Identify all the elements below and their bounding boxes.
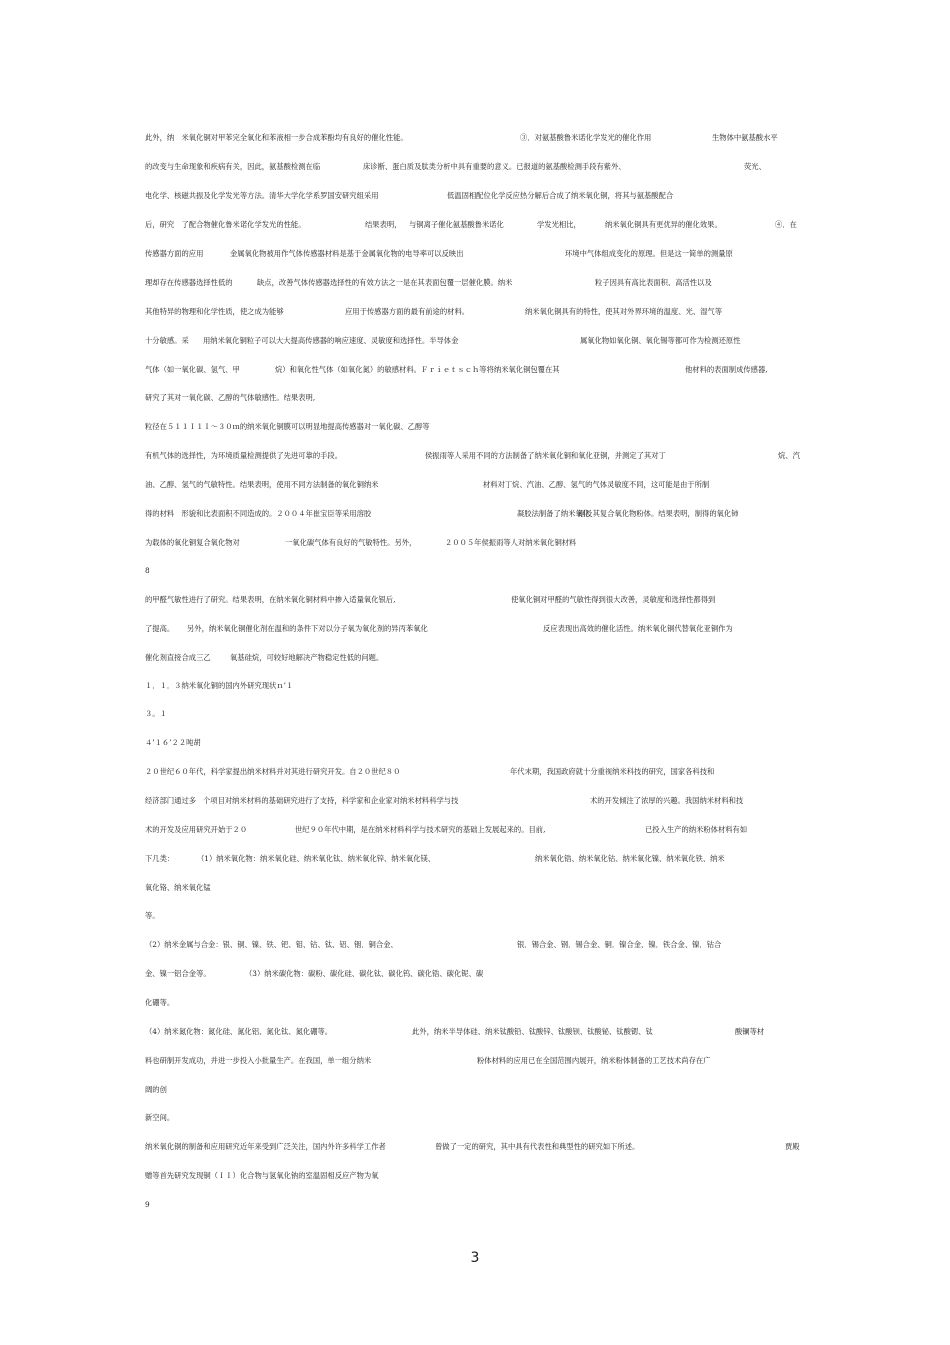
text-segment: 氧基硅烷，可较好地解决产物稳定性低的问题。 xyxy=(230,653,384,662)
text-segment: ③．对氨基酸鲁米诺化学发光的催化作用 xyxy=(520,133,652,142)
text-segment: 一氧化碳气体有良好的气敏特性。另外， xyxy=(285,538,417,547)
text-segment: 传感器方面的应用 xyxy=(145,249,204,258)
text-line xyxy=(145,764,810,780)
text-line xyxy=(145,1053,810,1069)
text-line xyxy=(145,390,810,406)
text-segment: 金属氧化物被用作气体传感器材料是基于金属氧化物的电导率可以反映出 xyxy=(230,249,464,258)
text-segment: 材料对丁烷、汽油、乙醇、氢气的气体灵敏度不同，这可能是由于所制 xyxy=(483,480,710,489)
text-segment: 粉体材料的应用已在全国范围内展开，纳米粉体制备的工艺技术尚存在广 xyxy=(477,1056,711,1065)
text-segment: 研究了其对一氧化碳、乙醇的气体敏感性。结果表明, xyxy=(145,393,316,402)
text-segment: 缺点，改善气体传感器选择性的有效方法之一是在其表面包覆一层催化膜。纳米 xyxy=(257,278,513,287)
text-segment: 反应表现出高效的催化活性。纳米氧化铜代替氧化亚铜作为 xyxy=(543,624,733,633)
text-segment: 气体（如一氧化碳、氢气、甲 xyxy=(145,365,240,374)
text-line xyxy=(145,217,810,233)
text-line xyxy=(145,995,810,1011)
text-segment: 赠等首先研究发现铜（ＩＩ）化合物与氢氧化钠的室温固相反应产物为氧 xyxy=(145,1171,379,1180)
text-line xyxy=(145,1168,810,1184)
text-segment: 应用于传感器方面的最有前途的材料。 xyxy=(345,307,470,316)
text-segment: 侯振雨等人采用不同的方法制备了纳米氧化铜和氧化亚铜，并测定了其对丁 xyxy=(425,451,666,460)
text-segment: 等。 xyxy=(145,911,160,920)
text-line xyxy=(145,188,810,204)
text-segment: 结果表明， xyxy=(365,220,402,229)
text-segment: 另外，纳米氧化铜催化剂在温和的条件下对以分子氧为氧化剂的异丙苯氧化 xyxy=(187,624,428,633)
text-segment: 电化学、核磁共振及化学发光等方法。清华大学化学系罗国安研究组采用 xyxy=(145,191,379,200)
text-segment: 十分敏感。采 xyxy=(145,336,189,345)
text-segment: 后，研究 了配合物催化鲁米诺化学发光的性能。 xyxy=(145,220,306,229)
text-line xyxy=(145,793,810,809)
text-segment: 为载体的氧化铜复合氧化物对 xyxy=(145,538,240,547)
text-segment: ２００５年侯振雨等人对纳米氧化铜材料 xyxy=(445,538,577,547)
text-segment: 的甲醛气敏性进行了研究。结果表明，在纳米氧化铜材料中掺入适量氧化银后, xyxy=(145,595,396,604)
text-segment: （2）纳米金属与合金：银、铜、镍、铁、钯、钼、钴、钛、铝、铟．铜合金、 xyxy=(145,940,398,949)
text-line xyxy=(145,880,810,896)
text-line xyxy=(145,1082,810,1098)
text-segment: ４’１６’２２吨胡 xyxy=(145,738,201,747)
text-segment: 8 xyxy=(145,566,150,575)
text-segment: ２０世纪６０年代，科学家提出纳米材料并对其进行研究开发。自２０世纪８０ xyxy=(145,767,401,776)
text-segment: 属氧化物如氧化铜、氧化锡等都可作为检测还原性 xyxy=(580,336,741,345)
text-segment: 下几类： xyxy=(145,854,175,863)
text-segment: 环境中气体组成变化的原理。但是这一简单的测量原 xyxy=(565,249,733,258)
text-line xyxy=(145,621,810,637)
text-line xyxy=(145,592,810,608)
text-line xyxy=(145,1197,810,1213)
text-segment: 贾殿 xyxy=(785,1142,800,1151)
text-segment: 其他特异的物理和化学性质，使之成为能够 xyxy=(145,307,284,316)
text-line xyxy=(145,1139,810,1155)
text-segment: 粒径在５１１Ｉ１Ｉ～３０ｍ的纳米氧化铜膜可以明显地提高传感器对一氧化碳、乙醇等 xyxy=(145,422,430,431)
text-segment: 荧光、 xyxy=(744,162,766,171)
text-segment: 年代末期，我国政府就十分重视纳米科技的研究，国家各科技和 xyxy=(510,767,715,776)
text-segment: 床诊断、蛋白质及肽类分析中具有重要的意义。已报道的氨基酸检测手段有紫外、 xyxy=(363,162,626,171)
text-line xyxy=(145,159,810,175)
text-segment: 术的开发倾注了浓厚的兴趣。我国纳米材料和技 xyxy=(590,796,744,805)
text-segment: 学发光相比， xyxy=(537,220,581,229)
text-segment: 了提高。 xyxy=(145,624,175,633)
text-segment: 有机气体的选择性，为环境质量检测提供了先进可靠的手段。 xyxy=(145,451,343,460)
text-line xyxy=(145,506,810,522)
page-number: 3 xyxy=(470,1250,480,1266)
text-line xyxy=(145,419,810,435)
text-segment: 化硼等。 xyxy=(145,998,175,1007)
text-line xyxy=(145,822,810,838)
text-segment: 用纳米氧化铜粒子可以大大提高传感器的响应速度、灵敏度和选择性。半导体金 xyxy=(203,336,459,345)
text-line xyxy=(145,678,810,694)
text-segment: 催化剂直接合成三乙 xyxy=(145,653,211,662)
text-segment: ④．在 xyxy=(775,220,797,229)
text-segment: 料也研制开发成功，并进一步投入小批量生产。在我国，单一组分纳米 xyxy=(145,1056,372,1065)
text-segment: 曾做了一定的研究，其中具有代表性和典型性的研究如下所述。 xyxy=(435,1142,640,1151)
text-segment: 生物体中氨基酸水平 xyxy=(712,133,778,142)
text-line xyxy=(145,448,810,464)
text-segment: 纳米氧化铜具有的特性，使其对外界环境的温度、光、湿气等 xyxy=(525,307,723,316)
text-line xyxy=(145,1024,810,1040)
text-segment: 已投入生产的纳米粉体材料有如 xyxy=(645,825,748,834)
text-segment: 他材料的表面制成传感器, xyxy=(685,365,768,374)
text-segment: 的改变与生命现象和疾病有关，因此，氨基酸检测在临 xyxy=(145,162,321,171)
text-line xyxy=(145,937,810,953)
text-segment: 使氧化铜对甲醛的气敏性得到很大改善，灵敏度和选择性都得到 xyxy=(511,595,716,604)
text-line xyxy=(145,563,810,579)
text-line xyxy=(145,1110,810,1126)
text-line xyxy=(145,304,810,320)
text-segment: 铜及其复合氧化物粉体。结果表明，制得的氧化铈 xyxy=(578,509,739,518)
text-segment: 纳米氧化锆、纳米氧化钴、纳米氧化镍、纳米氧化铁、纳米 xyxy=(535,854,725,863)
text-line xyxy=(145,706,810,722)
text-line xyxy=(145,650,810,666)
text-segment: 粒子因具有高比表面积、高活性以及 xyxy=(595,278,712,287)
text-line xyxy=(145,908,810,924)
text-line xyxy=(145,246,810,262)
text-segment: 纳米氧化铜具有更优异的催化效果。 xyxy=(605,220,722,229)
text-segment: 纳米氧化铜的制备和应用研究近年来受到广泛关注，国内外许多科学工作者 xyxy=(145,1142,386,1151)
text-segment: 烷、汽 xyxy=(778,451,800,460)
text-segment: 阔的创 xyxy=(145,1085,167,1094)
text-segment: 氧化铬、纳米氧化锰 xyxy=(145,883,211,892)
text-line xyxy=(145,275,810,291)
text-line xyxy=(145,966,810,982)
text-segment: （3）纳米碳化物：碳粉、碳化硅、碳化钛、碳化钨、碳化锆、碳化铌、碳 xyxy=(245,969,484,978)
text-segment: 经济部门通过多 xyxy=(145,796,197,805)
text-line xyxy=(145,333,810,349)
text-segment: 此外，纳 米氧化铜对甲苯完全氧化和苯液相一步合成苯酚均有良好的催化性能。 xyxy=(145,133,408,142)
text-segment: 低温固相配位化学反应热分解后合成了纳米氧化铜，将其与氨基酸配合 xyxy=(447,191,674,200)
text-segment: 与铜离子催化氨基酸鲁米诺化 xyxy=(409,220,504,229)
text-line xyxy=(145,362,810,378)
text-segment: 银．锡合金、钢．锡合金、铜．镍合金、镍．铁合金、镍．钴合 xyxy=(517,940,722,949)
text-segment: 得的材料 形貌和比表面积不同造成的。２００４年崔宝臣等采用溶胶 xyxy=(145,509,372,518)
text-segment: （4）纳米氮化物：氮化硅、氮化铝、氮化钛、氮化硼等。 xyxy=(145,1027,333,1036)
text-segment: １．１．３纳米氧化铜的国内外研究现状ｎ’１ xyxy=(145,681,294,690)
text-line xyxy=(145,735,810,751)
text-segment: 术的开发及应用研究开始于２０ xyxy=(145,825,248,834)
text-segment: ３。１ xyxy=(145,709,167,718)
text-segment: （1）纳米氧化物：纳米氧化硅、纳米氧化钛、纳米氧化锌、纳米氧化镁、 xyxy=(197,854,436,863)
text-segment: 油、乙醇、氢气的气敏特性。结果表明，使用不同方法制备的氧化铜纳米 xyxy=(145,480,379,489)
text-line xyxy=(145,851,810,867)
text-segment: 此外，纳米半导体硅、纳米钛酸铅、钛酸锌、钛酸钡、钛酸铋、钛酸锶、钛 xyxy=(412,1027,653,1036)
text-line xyxy=(145,477,810,493)
text-segment: 世纪９０年代中期，是在纳米材料科学与技术研究的基础上发展起来的。目前, xyxy=(295,825,546,834)
text-segment: 凝胶法制备了纳米氧化 xyxy=(517,509,590,518)
text-segment: 酸镧等材 xyxy=(735,1027,765,1036)
text-line xyxy=(145,130,810,146)
text-line xyxy=(145,535,810,551)
text-segment: 新空间。 xyxy=(145,1113,175,1122)
text-segment: 理却存在传感器选择性低的 xyxy=(145,278,233,287)
text-segment: 个项目对纳米材料的基础研究进行了支持，科学家和企业家对纳米材料科学与技 xyxy=(203,796,459,805)
text-segment: 烷）和氧化性气体（如氧化氮）的敏感材料。Ｆｒｉｅｔｓｃｈ等将纳米氧化铜包覆在其 xyxy=(275,365,560,374)
text-segment: 金、镍一铝合金等。 xyxy=(145,969,211,978)
text-segment: 9 xyxy=(145,1200,150,1209)
